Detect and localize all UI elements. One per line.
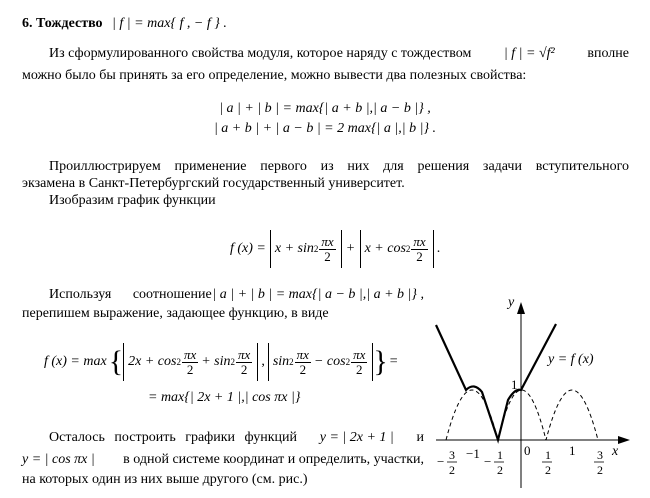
p1-line2: можно было бы принять за его определение, можно вывести два полезных свойства:: [22, 68, 527, 83]
p4-line3: на которых один из них выше другого (см. рис.): [22, 472, 308, 487]
curve-label: y = f (x): [548, 352, 594, 367]
f1-lhs: f (x) =: [230, 241, 266, 256]
x-tick-0: 0: [524, 443, 531, 458]
f1-term1: x + sin: [274, 241, 314, 256]
x-tick-1-2-den: 2: [545, 463, 551, 477]
f2-frac-b2-num: πx: [353, 346, 366, 362]
p3-line1-formula: | a | + | b | = max{| a − b |,| a + b |} ,: [212, 287, 424, 302]
f1-frac1: [319, 235, 335, 264]
f2-a2: + sin: [201, 354, 231, 369]
formula-f2: [44, 340, 398, 384]
x-tick-neg3-2-den: 2: [449, 463, 455, 477]
x-tick-3-2: [594, 448, 604, 477]
section-heading: [22, 16, 227, 32]
f2-frac-a1: [182, 348, 198, 377]
x-tick-3-2-num: 3: [597, 448, 603, 462]
f1-plus: +: [346, 241, 355, 256]
f2-frac-b1-num: πx: [296, 346, 309, 362]
cos-curve: [446, 390, 598, 440]
p3-line2: перепишем выражение, задающее функцию, в виде: [22, 306, 329, 321]
p4-line2-formula: y = | cos πx |: [22, 452, 95, 467]
y-tick-1: 1: [511, 377, 518, 392]
x-tick-neg1-2-den: 2: [497, 463, 503, 477]
heading-formula: | f | = max{ f , − f } .: [112, 16, 227, 31]
f2-abs-2: [268, 343, 374, 381]
f2-brace-open: {: [108, 345, 124, 378]
y-axis-arrow: [517, 302, 525, 314]
x-tick-neg3-2-num: 3: [449, 448, 455, 462]
f1-frac2-num: πx: [413, 233, 426, 249]
f2-frac-b2-den: 2: [355, 361, 363, 377]
x-axis-arrow: [618, 436, 630, 444]
x-tick-neg1: −1: [466, 446, 480, 461]
f2-sq-a2: 2: [230, 357, 236, 367]
f2-frac-a1-den: 2: [186, 361, 194, 377]
p2-line2: экзамена в Санкт-Петербургский государственный университет.: [22, 176, 405, 191]
p1-line1-formula: | f | = √f²: [503, 46, 555, 61]
f-curve: [436, 324, 556, 440]
p4-line1-text: Осталось построить графики функций: [49, 430, 298, 445]
f2-a1: 2x + cos: [128, 354, 177, 369]
heading-number: 6. Тождество: [22, 16, 103, 31]
f2-frac-a2-num: πx: [238, 346, 251, 362]
f2-b2: − cos: [313, 354, 346, 369]
x-tick-3-2-den: 2: [597, 463, 603, 477]
formula-f1: [230, 228, 440, 270]
f1-sq1: 2: [313, 244, 319, 254]
p4-line1-and: и: [416, 430, 424, 445]
f1-abs-1: [270, 230, 342, 268]
f2-sq-b1: 2: [289, 357, 294, 367]
f2-eq: =: [389, 354, 398, 369]
p1-line1-end: вполне: [587, 46, 629, 61]
f2-frac-a1-num: πx: [183, 346, 197, 362]
f2-brace-close: }: [373, 345, 388, 378]
f2-frac-b1: [295, 348, 311, 377]
f2-frac-b1-den: 2: [299, 361, 307, 377]
f1-end: .: [436, 241, 441, 256]
f1-sq2: 2: [405, 244, 411, 254]
p4-line1: [49, 430, 424, 446]
f2-abs-1: [123, 343, 258, 381]
p4-line2-text: в одной системе координат и определить, участки,: [123, 452, 424, 467]
f1-frac1-num: πx: [321, 233, 334, 249]
p2-line1: Проиллюстрируем применение первого из них для решения задачи вступительного: [49, 159, 629, 174]
x-tick-neg1-2: [484, 448, 504, 477]
x-tick-neg1-2-minus: −: [484, 454, 492, 469]
x-tick-1-2-num: 1: [545, 448, 551, 462]
f2-frac-a2: [236, 348, 252, 377]
x-axis-label: x: [612, 444, 619, 459]
f2-line2: = max{| 2x + 1 |,| cos πx |}: [148, 390, 301, 405]
p3-line1: [49, 287, 424, 303]
f2-b1: sin: [272, 354, 290, 369]
p1-line1-text: Из сформулированного свойства модуля, которое наряду с тождеством: [49, 46, 472, 61]
property-2: | a + b | + | a − b | = 2 max{| a |,| b |} .: [213, 121, 437, 136]
f1-frac2: [411, 235, 427, 264]
f2-frac-b2: [351, 348, 367, 377]
f2-comma: ,: [261, 354, 265, 369]
f2-sq-a1: 2: [176, 357, 181, 367]
x-tick-1: 1: [569, 443, 576, 458]
x-tick-neg1-2-num: 1: [497, 448, 503, 462]
p2-line3: Изобразим график функции: [49, 193, 216, 208]
f1-frac1-den: 2: [324, 248, 331, 264]
x-tick-neg3-2: [437, 448, 457, 477]
f1-term2: x + cos: [364, 241, 406, 256]
x-tick-1-2: [542, 448, 552, 477]
p4-line1-f1: y = | 2x + 1 |: [319, 430, 394, 445]
property-1: | a | + | b | = max{| a + b |,| a − b |} ,: [219, 101, 431, 116]
f1-abs-2: [360, 230, 434, 268]
f1-frac2-den: 2: [416, 248, 423, 264]
f2-lhs: f (x) = max: [44, 354, 107, 369]
f2-frac-a2-den: 2: [240, 361, 248, 377]
p1-line1: [49, 46, 629, 62]
p3-line1-text: Используя соотношение: [49, 287, 212, 302]
f2-sq-b2: 2: [345, 357, 351, 367]
x-tick-neg3-2-minus: −: [437, 454, 445, 469]
p4-line2: [22, 452, 424, 468]
y-axis-label: y: [508, 295, 515, 310]
